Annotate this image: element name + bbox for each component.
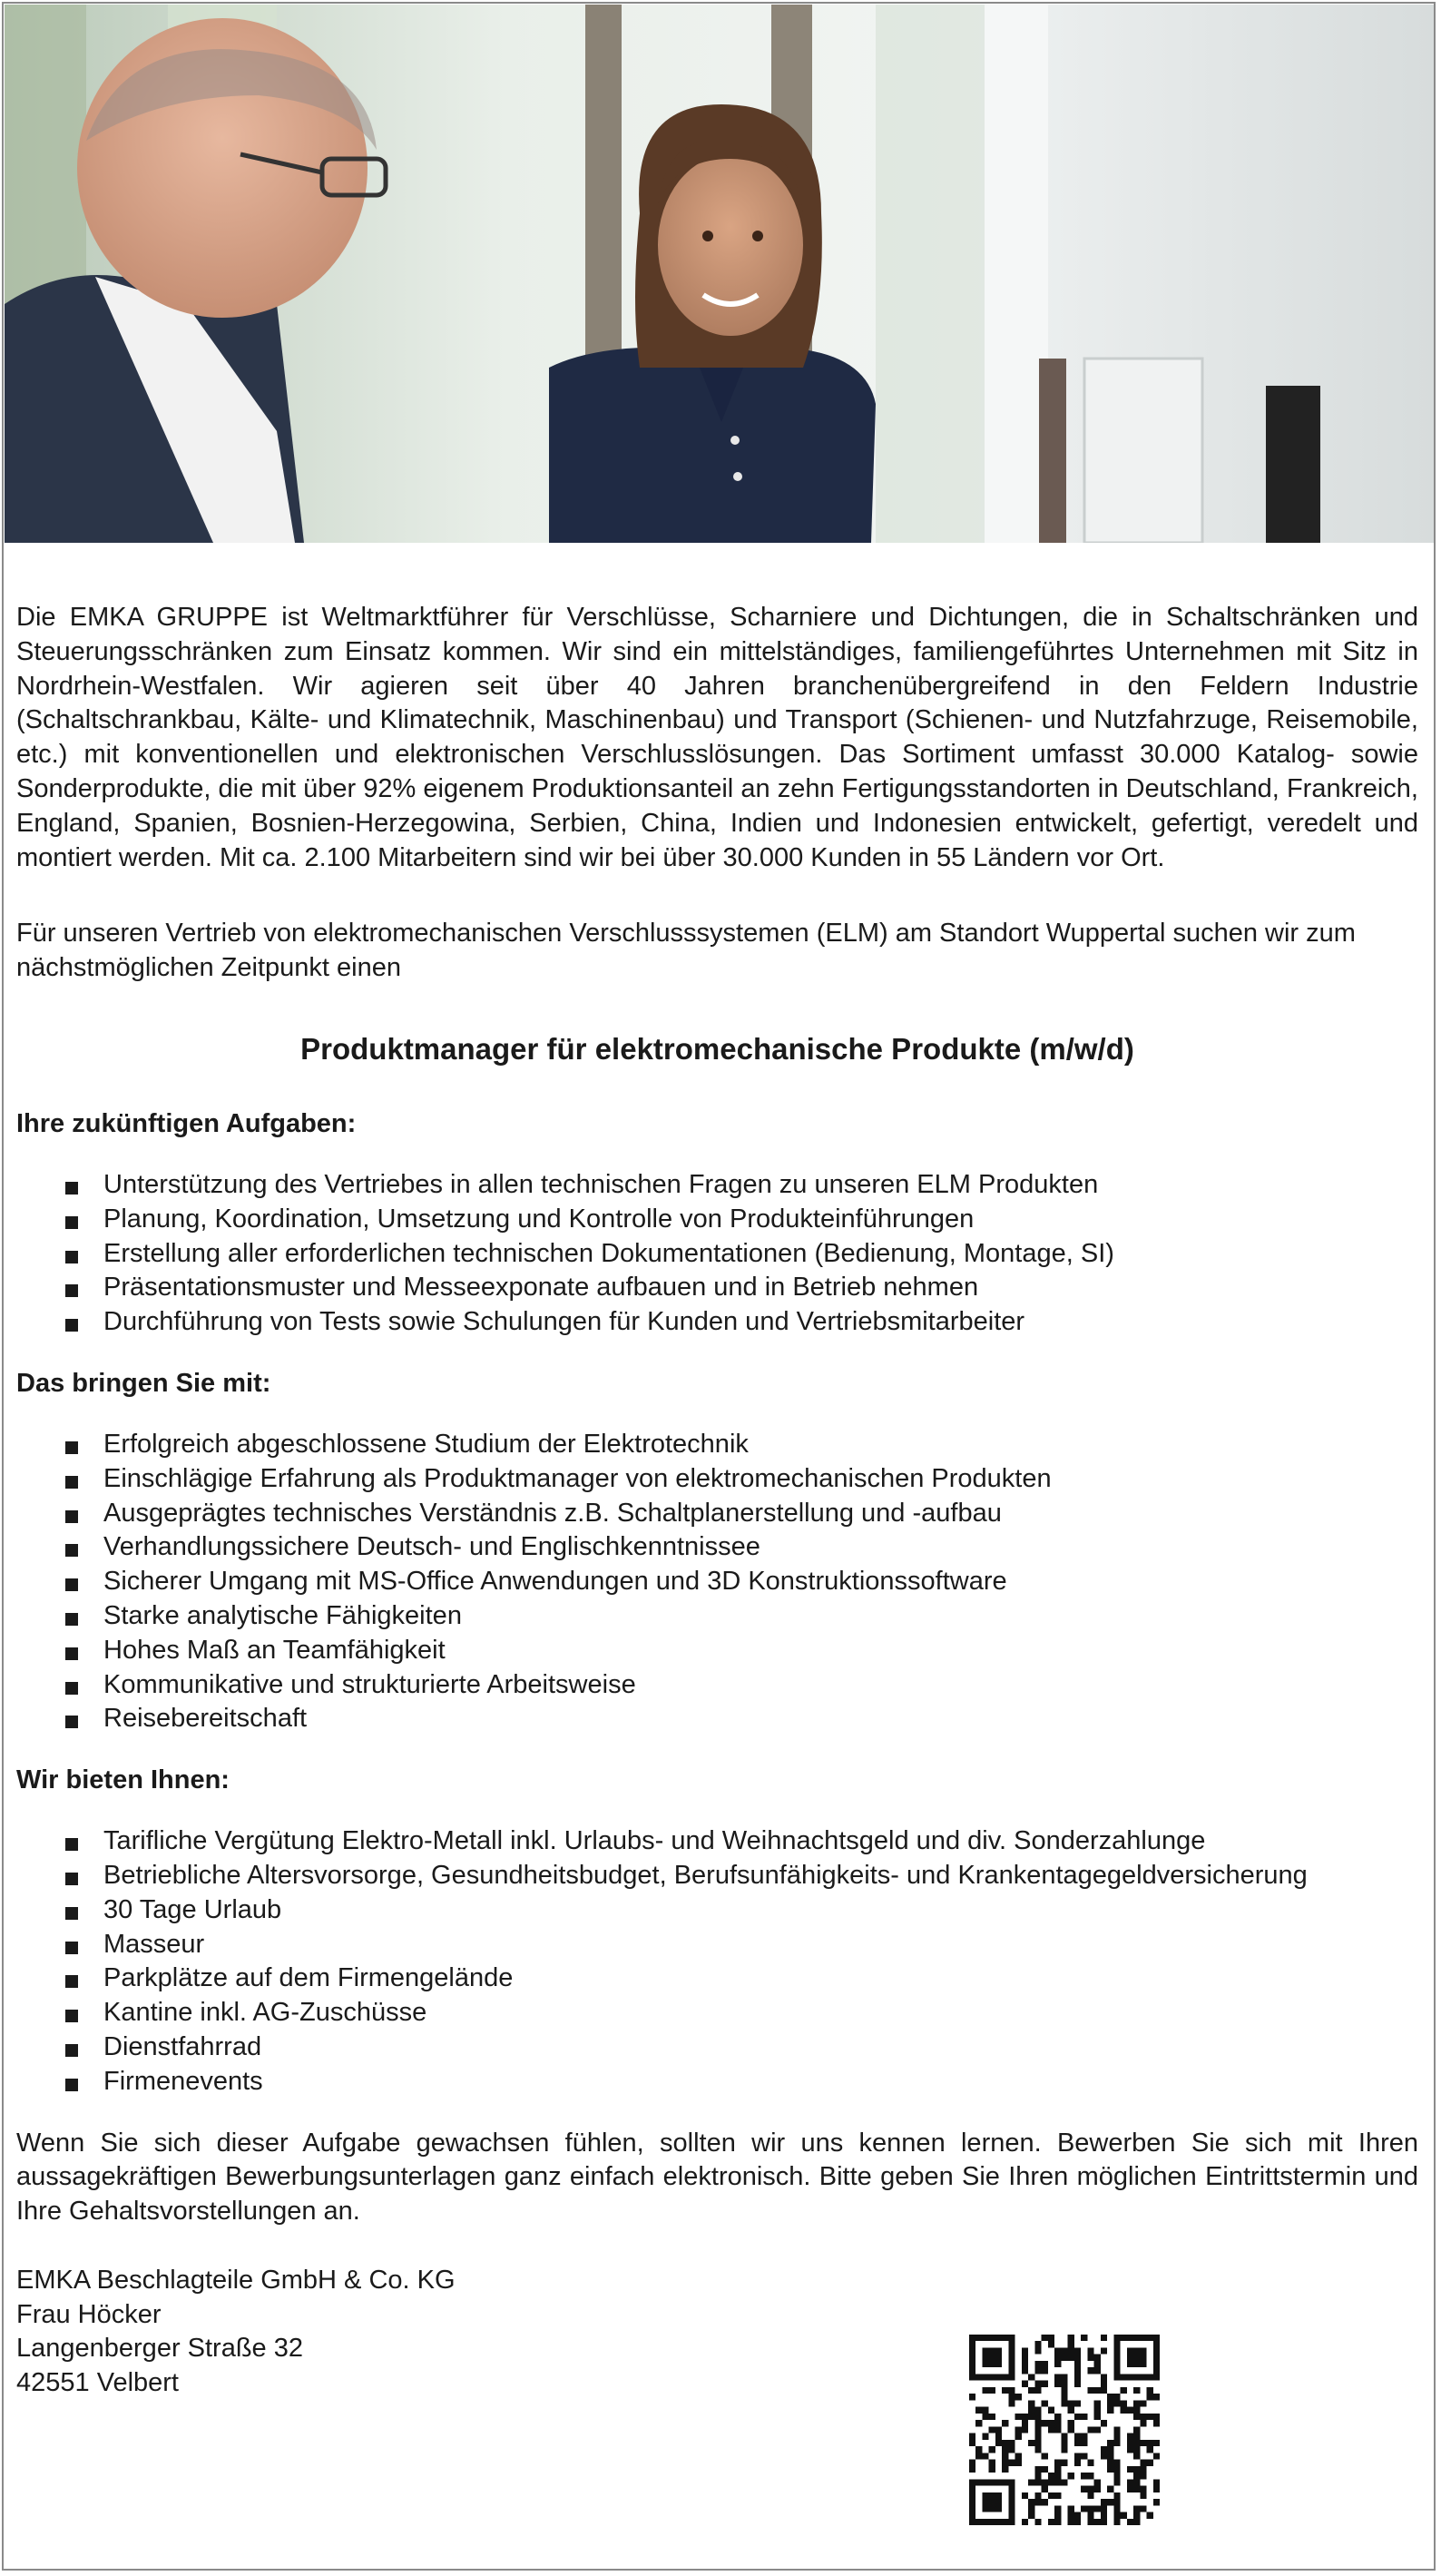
bullet-square-icon: [65, 1716, 78, 1728]
list-item: Präsentationsmuster und Messeexponate aufbauen und in Betrieb nehmen: [16, 1271, 1418, 1305]
company-intro: Die EMKA GRUPPE ist Weltmarktführer für Verschlüsse, Scharniere und Dichtungen, die in Schaltschränken und Steuerungsschränken zum Einsatz kommen. Wir sind ein mittelständiges, familiengeführtes Unternehmen mit Sitz in Nordrhein-Westfalen. Wir agieren seit über 40 Jahren branchenübergreifend in den Feldern Industrie (Schaltschrankbau, Kälte- und Klimatechnik, Maschinenbau) und Transport (Schienen- und Nutzfahrzuge, Reisemobile, etc.) mit konventionellen und elektronischen Verschlusslösungen. Das Sortiment umfasst 30.000 Katalog- sowie Sonderprodukte, die mit über 92% eigenem Produktionsanteil an zehn Fertigungsstandorten in Deutschland, Frankreich, England, Spanien, Bosnien-Herzegowina, Serbien, China, Indien und Indonesien entwickelt, gefertigt, veredelt und montiert werden. Mit ca. 2.100 Mitarbeitern sind wir bei über 30.000 Kunden in 55 Ländern vor Ort.: [16, 603, 1418, 872]
benefits-heading: Wir bieten Ihnen:: [16, 1765, 230, 1795]
bullet-square-icon: [65, 1441, 78, 1454]
job-ad-body: [16, 601, 1418, 2401]
bullet-square-icon: [65, 1838, 78, 1851]
list-item: Unterstützung des Vertriebes in allen technischen Fragen zu unseren ELM Produkten: [16, 1168, 1418, 1203]
list-item: Erstellung aller erforderlichen technischen Dokumentationen (Bedienung, Montage, SI): [16, 1237, 1418, 1272]
list-item: Kommunikative und strukturierte Arbeitsweise: [16, 1668, 1418, 1703]
contact-person: Frau Höcker: [16, 2299, 162, 2329]
bullet-square-icon: [65, 1907, 78, 1920]
requirements-list: [16, 1428, 1418, 1736]
bullet-square-icon: [65, 1613, 78, 1626]
job-title: Produktmanager für elektromechanische Produkte (m/w/d): [300, 1031, 1134, 1066]
street: Langenberger Straße 32: [16, 2334, 303, 2364]
bullet-square-icon: [65, 1873, 78, 1885]
bullet-square-icon: [65, 1975, 78, 1988]
list-item: Dienstfahrrad: [16, 2030, 1418, 2065]
city: 42551 Velbert: [16, 2368, 179, 2398]
benefits-list: [16, 1824, 1418, 2099]
bullet-square-icon: [65, 1319, 78, 1332]
list-item: Verhandlungssichere Deutsch- und Englischkenntnissee: [16, 1530, 1418, 1565]
bullet-square-icon: [65, 1476, 78, 1489]
list-item: Hohes Maß an Teamfähigkeit: [16, 1634, 1418, 1668]
bullet-square-icon: [65, 1251, 78, 1263]
bullet-square-icon: [65, 1544, 78, 1557]
bullet-square-icon: [65, 1647, 78, 1660]
bullet-square-icon: [65, 1284, 78, 1297]
list-item: Planung, Koordination, Umsetzung und Kontrolle von Produkteinführungen: [16, 1203, 1418, 1237]
list-item: Firmenevents: [16, 2065, 1418, 2099]
list-item: Masseur: [16, 1928, 1418, 1962]
bullet-square-icon: [65, 1578, 78, 1591]
closing-text: Wenn Sie sich dieser Aufgabe gewachsen fühlen, sollten wir uns kennen lernen. Bewerben Sie sich mit Ihren aussagekräftigen Bewerbungsunterlagen ganz einfach elektronisch. Bitte geben Sie Ihren möglichen Eintrittstermin und Ihre Gehaltsvorstellungen an.: [16, 2128, 1418, 2227]
bullet-square-icon: [65, 1510, 78, 1523]
list-item: Sicherer Umgang mit MS-Office Anwendungen und 3D Konstruktionssoftware: [16, 1565, 1418, 1599]
qr-code-icon[interactable]: [969, 2335, 1160, 2525]
bullet-square-icon: [65, 2010, 78, 2022]
bullet-square-icon: [65, 1216, 78, 1229]
list-item: Erfolgreich abgeschlossene Studium der Elektrotechnik: [16, 1428, 1418, 1462]
office-scene-illustration: [5, 5, 1434, 543]
list-item: Einschlägige Erfahrung als Produktmanager von elektromechanischen Produkten: [16, 1462, 1418, 1497]
bullet-square-icon: [65, 1682, 78, 1695]
list-item: Starke analytische Fähigkeiten: [16, 1599, 1418, 1634]
search-intro: Für unseren Vertrieb von elektromechanischen Verschlusssystemen (ELM) am Standort Wuppertal suchen wir zum nächstmöglichen Zeitpunkt einen: [16, 919, 1356, 983]
tasks-list: [16, 1168, 1418, 1340]
bullet-square-icon: [65, 1182, 78, 1195]
list-item: Reisebereitschaft: [16, 1702, 1418, 1736]
company-name: EMKA Beschlagteile GmbH & Co. KG: [16, 2265, 456, 2295]
list-item: Kantine inkl. AG-Zuschüsse: [16, 1996, 1418, 2030]
bullet-square-icon: [65, 2079, 78, 2091]
list-item: Ausgeprägtes technisches Verständnis z.B. Schaltplanerstellung und -aufbau: [16, 1497, 1418, 1531]
list-item: Tarifliche Vergütung Elektro-Metall inkl. Urlaubs- und Weihnachtsgeld und div. Sonderzahlunge: [16, 1824, 1418, 1859]
tasks-heading: Ihre zukünftigen Aufgaben:: [16, 1108, 357, 1138]
contact-address: [16, 2264, 1418, 2401]
hero-photo: [5, 5, 1434, 543]
requirements-heading: Das bringen Sie mit:: [16, 1368, 271, 1398]
list-item: Parkplätze auf dem Firmengelände: [16, 1961, 1418, 1996]
list-item: Durchführung von Tests sowie Schulungen für Kunden und Vertriebsmitarbeiter: [16, 1305, 1418, 1340]
bullet-square-icon: [65, 1942, 78, 1954]
list-item: 30 Tage Urlaub: [16, 1893, 1418, 1928]
bullet-square-icon: [65, 2044, 78, 2057]
list-item: Betriebliche Altersvorsorge, Gesundheitsbudget, Berufsunfähigkeits- und Krankentagegeldversicherung: [16, 1859, 1418, 1893]
